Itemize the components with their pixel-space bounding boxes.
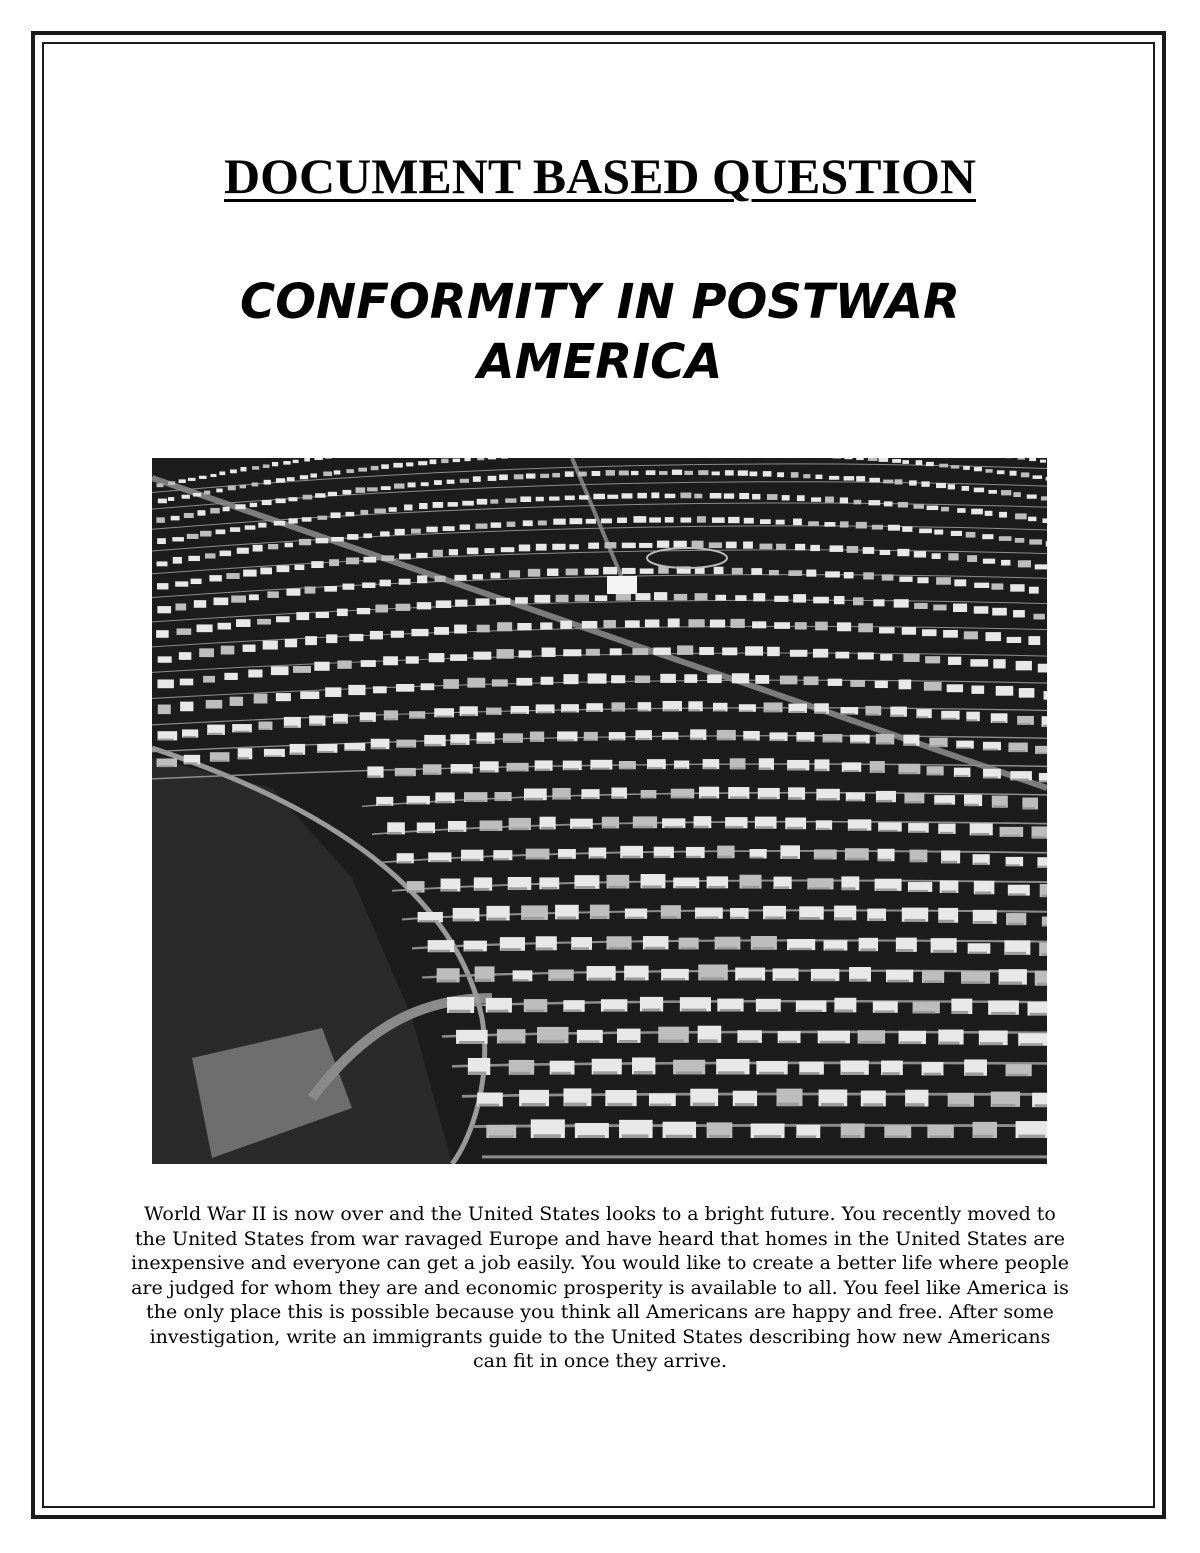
document-heading bbox=[0, 148, 1200, 204]
intro-paragraph: World War II is now over and the United States looks to a bright future. You recently moved to the United States from war ravaged Europe and have heard that homes in the United States are inexpensive and everyone can get a job easily. You would like to create a better life where people are judged for whom they are and economic prosperity is available to all. You feel like America is the only place this is possible because you think all Americans are happy and free. After some investigation, write an immigrants guide to the United States describing how new Americans can fit in once they arrive. bbox=[131, 1203, 1069, 1372]
subtitle-line-2: AMERICA bbox=[477, 334, 723, 390]
aerial-suburb-photo bbox=[152, 458, 1047, 1164]
subtitle-line-1: CONFORMITY IN POSTWAR bbox=[240, 274, 960, 330]
aerial-suburb-illustration bbox=[152, 458, 1047, 1164]
document-subtitle bbox=[0, 272, 1200, 392]
heading-text: DOCUMENT BASED QUESTION bbox=[223, 148, 976, 204]
